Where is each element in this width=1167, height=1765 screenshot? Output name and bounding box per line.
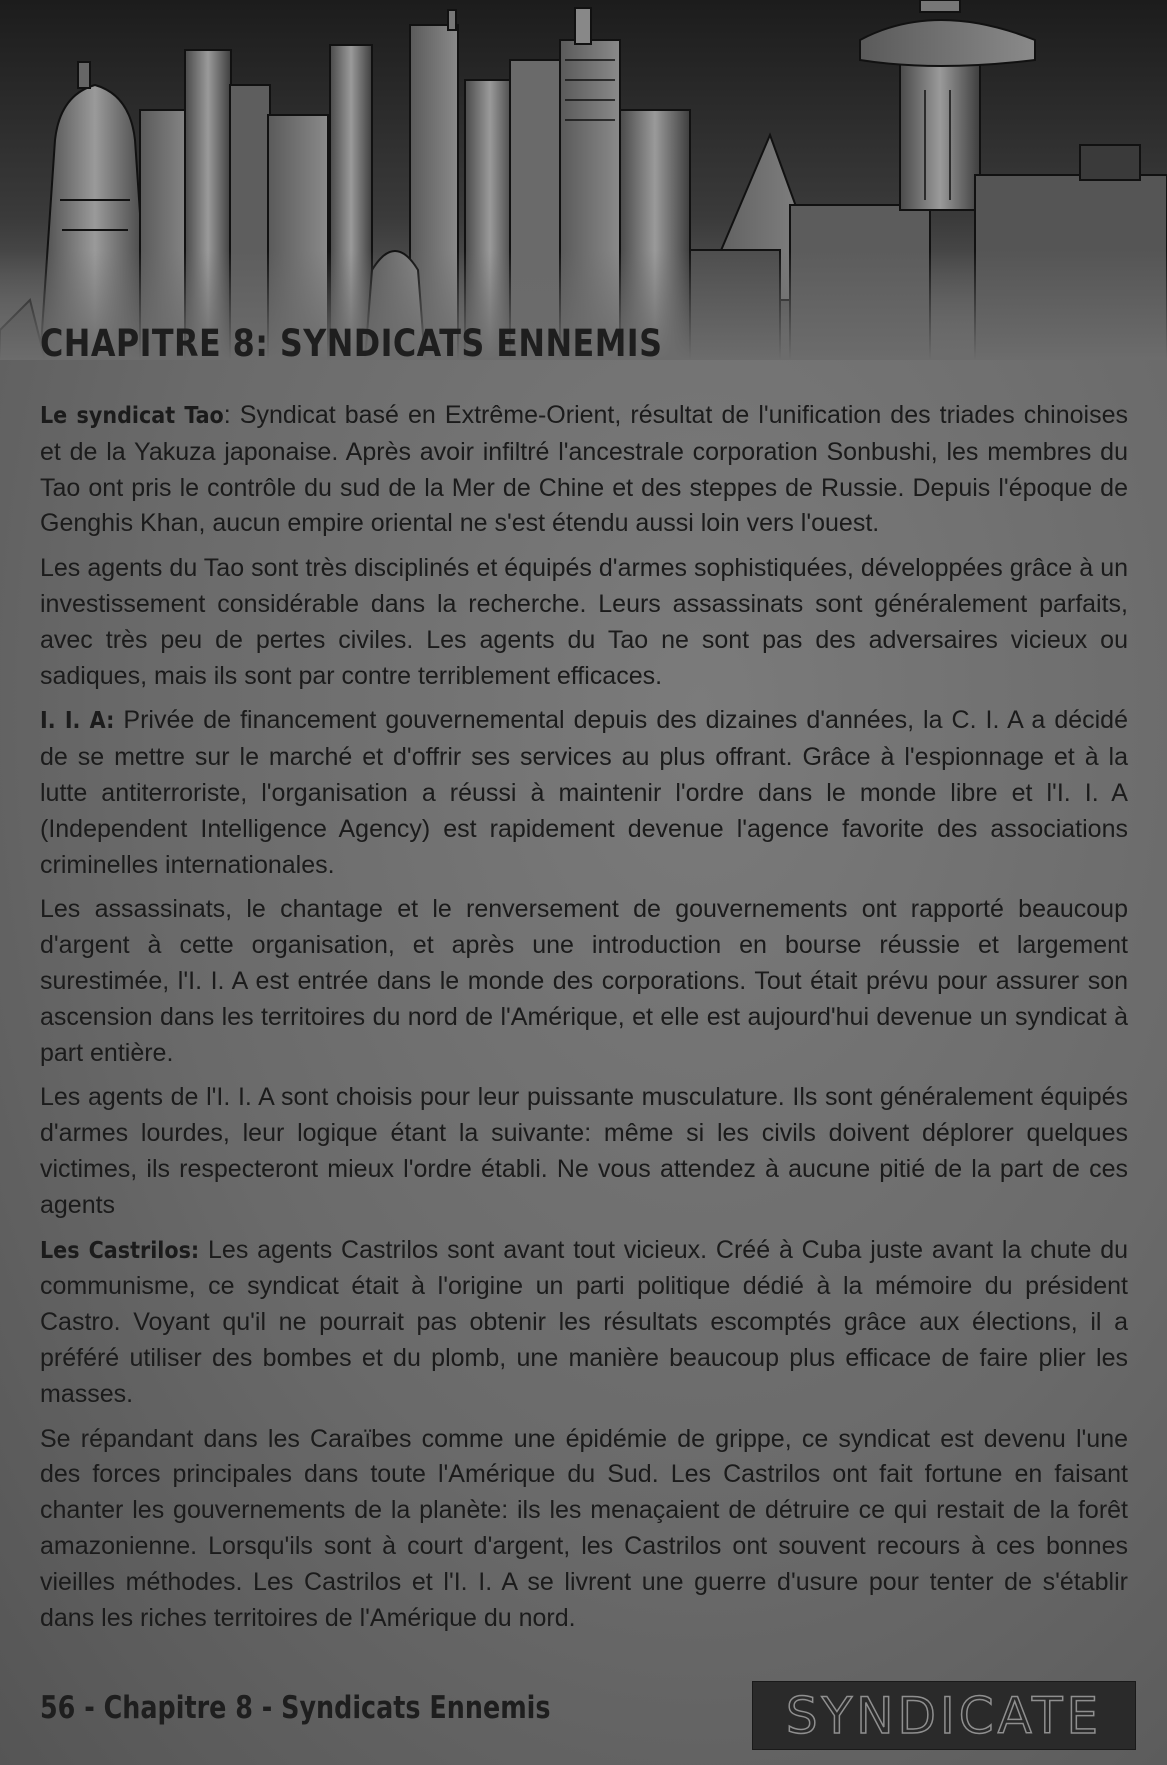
- paragraph-text: Privée de financement gouvernemental depuis des dizaines d'années, la C. I. A a décidé de se mettre sur le marché et d'offrir ses services au plus offrant. Grâce à l'espionnage et à la lutte antiterroriste, l'organisation a réussi à maintenir l'ordre dans le monde libre et l'I. I. A (Independent Intelligence Agency) est rapidement devenue l'agence favorite des associations criminelles internationales.: [40, 706, 1128, 879]
- paragraph-lead: Les Castrilos:: [40, 1237, 200, 1264]
- paragraph-lead: I. I. A:: [40, 708, 115, 735]
- paragraph-text: Se répandant dans les Caraïbes comme une épidémie de grippe, ce syndicat est devenu l'une des forces principales dans toute l'Amérique du Sud. Les Castrilos ont fait fortune en faisant chanter les gouvernements de la planète: ils les menaçaient de détruire ce qui restait de la forêt amazonienne. Lorsqu'ils sont à court d'argent, les Castrilos ont souvent recours à ces bonnes vieilles méthodes. Les Castrilos et l'I. I. A se livrent une guerre d'usure pour tenter de s'établir dans les riches territoires de l'Amérique du nord.: [40, 1424, 1128, 1632]
- paragraph-text: Les agents du Tao sont très disciplinés et équipés d'armes sophistiquées, développées grâce à un investissement considérable dans la recherche. Leurs assassinats sont généralement parfaits, avec très peu de pertes civiles. Les agents du Tao ne sont pas des adversaires vicieux ou sadiques, mais ils sont par contre terriblement efficaces.: [40, 554, 1128, 690]
- paragraph-iia: [40, 703, 1128, 883]
- city-skyline-illustration: [0, 0, 1167, 360]
- paragraph-iia-agents: [40, 1080, 1128, 1223]
- paragraph-castrilos-spread: [40, 1422, 1128, 1637]
- paragraph-text: Les agents de l'I. I. A sont choisis pour leur puissante musculature. Ils sont généralement équipés d'armes lourdes, leur logique étant la suivante: même si les civils doivent déplorer quelques victimes, ils respecteront mieux l'ordre établi. Ne vous attendez à aucune pitié de la part de ces agents: [40, 1083, 1128, 1219]
- syndicate-logo-text: SYNDICATE: [785, 1686, 1103, 1745]
- paragraph-castrilos: [40, 1233, 1128, 1413]
- paragraph-tao: [40, 398, 1128, 542]
- paragraph-text: : Syndicat basé en Extrême-Orient, résultat de l'unification des triades chinoises et de la Yakuza japonaise. Après avoir infiltré l'ancestrale corporation Sonbushi, les membres du Tao ont pris le contrôle du sud de la Mer de Chine et des steppes de Russie. Depuis l'époque de Genghis Khan, aucun empire oriental ne s'est étendu aussi loin vers l'ouest.: [40, 401, 1128, 538]
- paragraph-text: Les agents Castrilos sont avant tout vicieux. Créé à Cuba juste avant la chute du communisme, ce syndicat était à l'origine un parti politique dédié à la mémoire du président Castro. Voyant qu'il ne pourrait pas obtenir les résultats escomptés grâce aux élections, il a préféré utiliser des bombes et du plomb, une manière beaucoup plus efficace de faire plier les masses.: [40, 1235, 1129, 1408]
- syndicate-logo: [752, 1681, 1136, 1750]
- chapter-body: [40, 398, 1128, 1645]
- paragraph-tao-agents: [40, 551, 1128, 694]
- chapter-title: CHAPITRE 8: SYNDICATS ENNEMIS: [40, 322, 663, 365]
- paragraph-iia-history: [40, 892, 1128, 1071]
- paragraph-lead: Le syndicat Tao: [40, 403, 224, 429]
- page-footer-label: 56 - Chapitre 8 - Syndicats Ennemis: [40, 1690, 551, 1726]
- paragraph-text: Les assassinats, le chantage et le renversement de gouvernements ont rapporté beaucoup d'argent à cette organisation, et après une introduction en bourse réussie et largement surestimée, l'I. I. A est entrée dans le monde des corporations. Tout était prévu pour assurer son ascension dans les territoires du nord de l'Amérique, et elle est aujourd'hui devenue un syndicat à part entière.: [40, 895, 1128, 1067]
